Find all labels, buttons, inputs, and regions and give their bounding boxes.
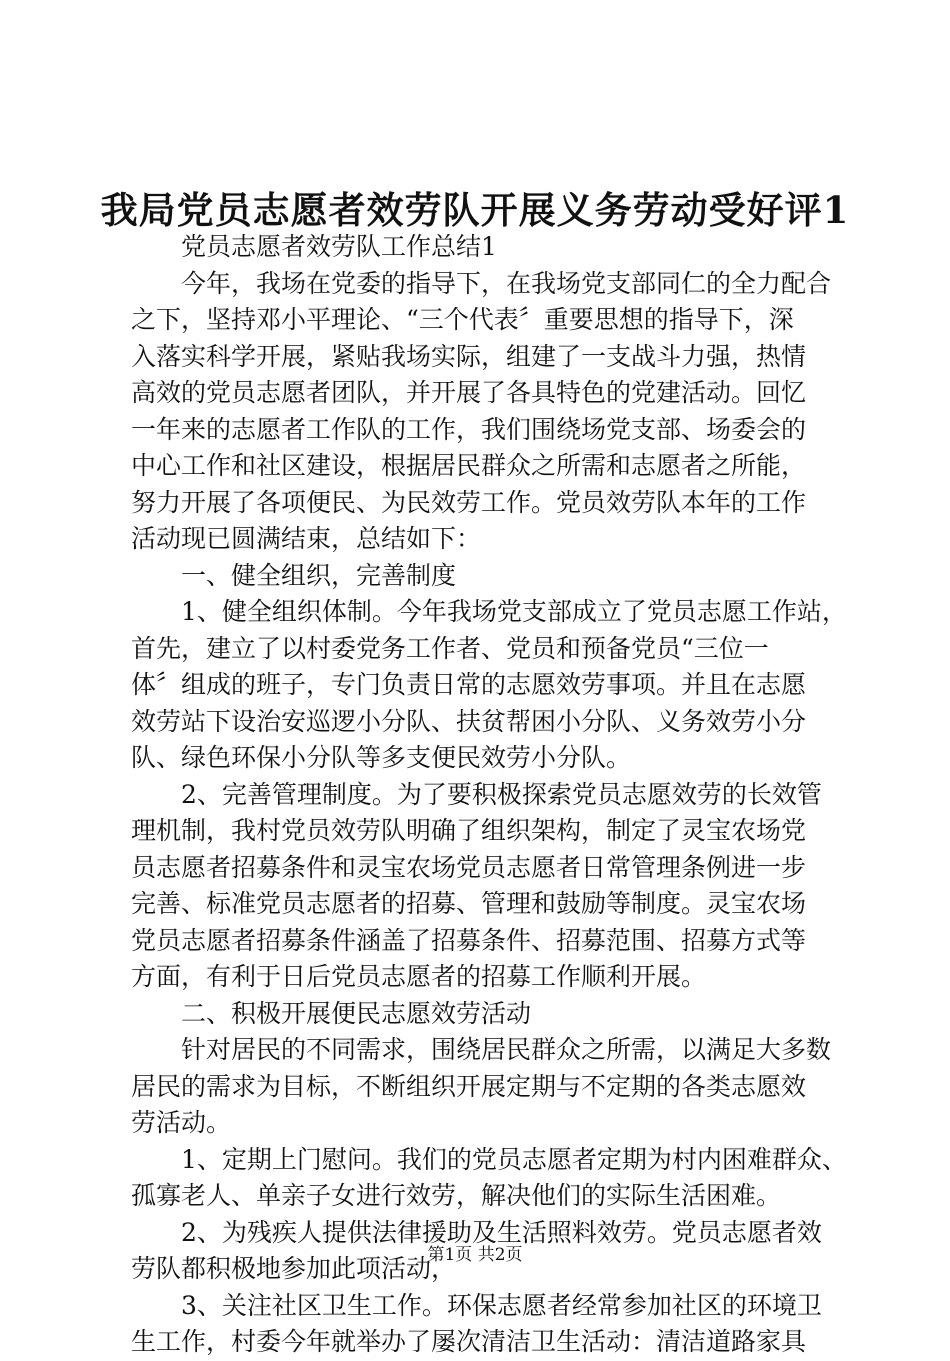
section-heading: 一、健全组织，完善制度 [131, 560, 457, 590]
body-line: 方面，有利于日后党员志愿者的招募工作顺利开展。 [131, 962, 707, 991]
body-line: 党员志愿者效劳队工作总结1 [131, 232, 497, 261]
body-line: 效劳站下设治安巡逻小分队、扶贫帮困小分队、义务效劳小分 [131, 706, 807, 736]
body-line: 今年，我场在党委的指导下，在我场党支部同仁的全力配合 [131, 268, 832, 298]
body-line: 活动现已圆满结束，总结如下： [131, 524, 482, 553]
body-line: 居民的需求为目标，不断组织开展定期与不定期的各类志愿效 [131, 1071, 807, 1101]
document-title: 我局党员志愿者效劳队开展义务劳动受好评1 [100, 188, 850, 232]
body-line: 劳队都积极地参加此项活动， [131, 1254, 457, 1283]
body-line: 1、健全组织体制。今年我场党支部成立了党员志愿工作站， [131, 597, 847, 626]
section-heading: 二、积极开展便民志愿效劳活动 [131, 998, 532, 1028]
body-line: 劳活动。 [131, 1108, 232, 1137]
body-line: 员志愿者招募条件和灵宝农场党员志愿者日常管理条例进一步 [131, 852, 807, 882]
body-line: 高效的党员志愿者团队，并开展了各具特色的党建活动。回忆 [131, 378, 807, 407]
body-line: 一年来的志愿者工作队的工作，我们围绕场党支部、场委会的 [131, 414, 807, 444]
body-line: 1、定期上门慰问。我们的党员志愿者定期为村内困难群众、 [131, 1144, 847, 1174]
body-line: 党员志愿者招募条件涵盖了招募条件、招募范围、招募方式等 [131, 925, 807, 955]
body-line: 努力开展了各项便民、为民效劳工作。党员效劳队本年的工作 [131, 487, 807, 517]
body-line: 生工作，村委今年就举办了屡次清洁卫生活动：清洁道路家具 [131, 1327, 807, 1356]
body-line: 中心工作和社区建设，根据居民群众之所需和志愿者之所能， [131, 451, 807, 480]
body-line: 之下，坚持邓小平理论、“三个代表〞重要思想的指导下，深 [131, 305, 794, 334]
body-line: 2、为残疾人提供法律援助及生活照料效劳。党员志愿者效 [131, 1217, 822, 1247]
body-line: 针对居民的不同需求，围绕居民群众之所需，以满足大多数 [131, 1035, 832, 1064]
document-body [131, 229, 847, 1361]
page-footer: 第1页 共2页 [427, 1245, 523, 1265]
body-line: 孤寡老人、单亲子女进行效劳，解决他们的实际生活困难。 [131, 1181, 782, 1210]
body-line: 首先，建立了以村委党务工作者、党员和预备党员“三位一 [131, 633, 769, 663]
body-line: 入落实科学开展，紧贴我场实际，组建了一支战斗力强，热情 [131, 341, 807, 371]
body-line: 队、绿色环保小分队等多支便民效劳小分队。 [131, 743, 632, 772]
body-line: 3、关注社区卫生工作。环保志愿者经常参加社区的环境卫 [131, 1290, 822, 1320]
body-line: 体〞组成的班子，专门负责日常的志愿效劳事项。并且在志愿 [131, 670, 807, 699]
body-line: 2、完善管理制度。为了要积极探索党员志愿效劳的长效管 [131, 779, 822, 809]
body-line: 完善、标准党员志愿者的招募、管理和鼓励等制度。灵宝农场 [131, 889, 807, 918]
body-line: 理机制，我村党员效劳队明确了组织架构，制定了灵宝农场党 [131, 816, 807, 845]
